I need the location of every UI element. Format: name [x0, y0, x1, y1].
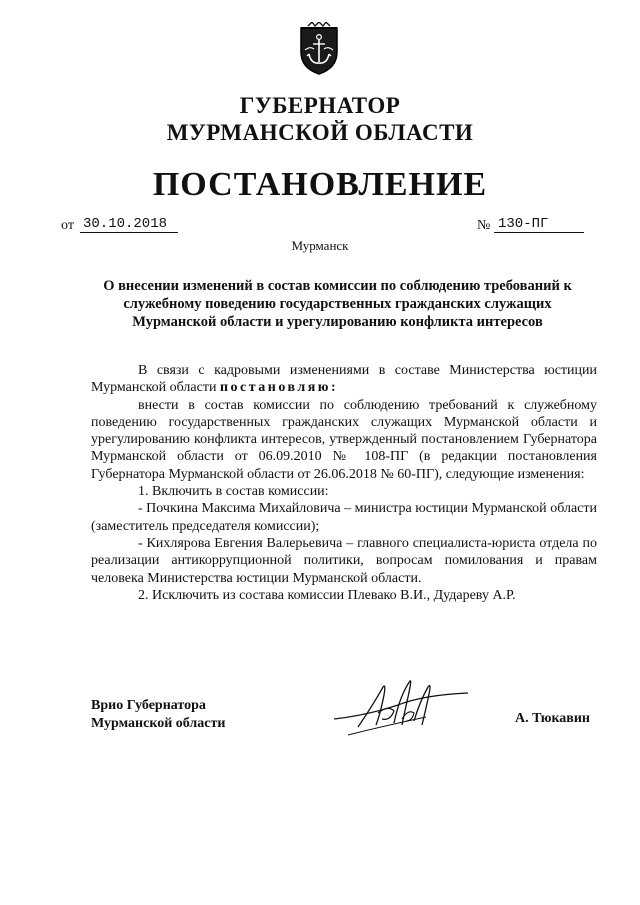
intro-paragraph: [91, 362, 597, 397]
amendment-paragraph: внести в состав комиссии по соблюдению требований к служебному поведению государственных гражданских служащих Мурманской области и урегулированию конфликта интересов, утвержденный постановлением Губернатора Мурманской области от 06.09.2010 № 108-ПГ (в редакции постановления Губернатора Мурманской области от 26.06.2018 № 60-ПГ), следующие изменения:: [91, 397, 597, 482]
number-prefix-label: №: [477, 218, 491, 233]
item-2: 2. Исключить из состава комиссии Плевако В.И., Дудареву А.Р.: [138, 587, 516, 603]
date-prefix-label: от: [61, 218, 74, 233]
issuer-title-line2: МУРМАНСКОЙ ОБЛАСТИ: [166, 120, 474, 145]
place-of-issue: Мурманск: [291, 238, 349, 253]
item-1b: - Кихлярова Евгения Валерьевича – главного специалиста-юриста отдела по реализации антикоррупционной политики, вопросам помилования и правам человека Министерства юстиции Мурманской области.: [91, 535, 597, 586]
issuer-title-line1: ГУБЕРНАТОР: [239, 93, 401, 118]
signatory-position-line1: Врио Губернатора: [91, 698, 206, 713]
document-body: [91, 362, 597, 604]
signatory-position: [91, 697, 225, 733]
document-date: 30.10.2018: [80, 216, 178, 233]
decree-word: постановляю:: [219, 380, 339, 396]
item-1: 1. Включить в состав комиссии:: [138, 484, 329, 500]
signatory-name: А. Тюкавин: [515, 711, 590, 726]
handwritten-signature: [328, 675, 478, 740]
document-type-heading: ПОСТАНОВЛЕНИЕ: [152, 166, 488, 203]
coat-of-arms-icon: [296, 22, 342, 76]
intro-text: В связи с кадровыми изменениями в составе Министерства юстиции Мурманской области: [91, 363, 597, 396]
signatory-position-line2: Мурманской области: [91, 716, 226, 731]
document-number: 130-ПГ: [494, 216, 584, 233]
document-subject: О внесении изменений в состав комиссии по соблюдению требований к служебному поведению государственных гражданских служащих Мурманской области и урегулированию конфликта интересов: [103, 278, 572, 330]
item-1a: - Почкина Максима Михайловича – министра юстиции Мурманской области (заместитель председателя комиссии);: [91, 501, 597, 534]
